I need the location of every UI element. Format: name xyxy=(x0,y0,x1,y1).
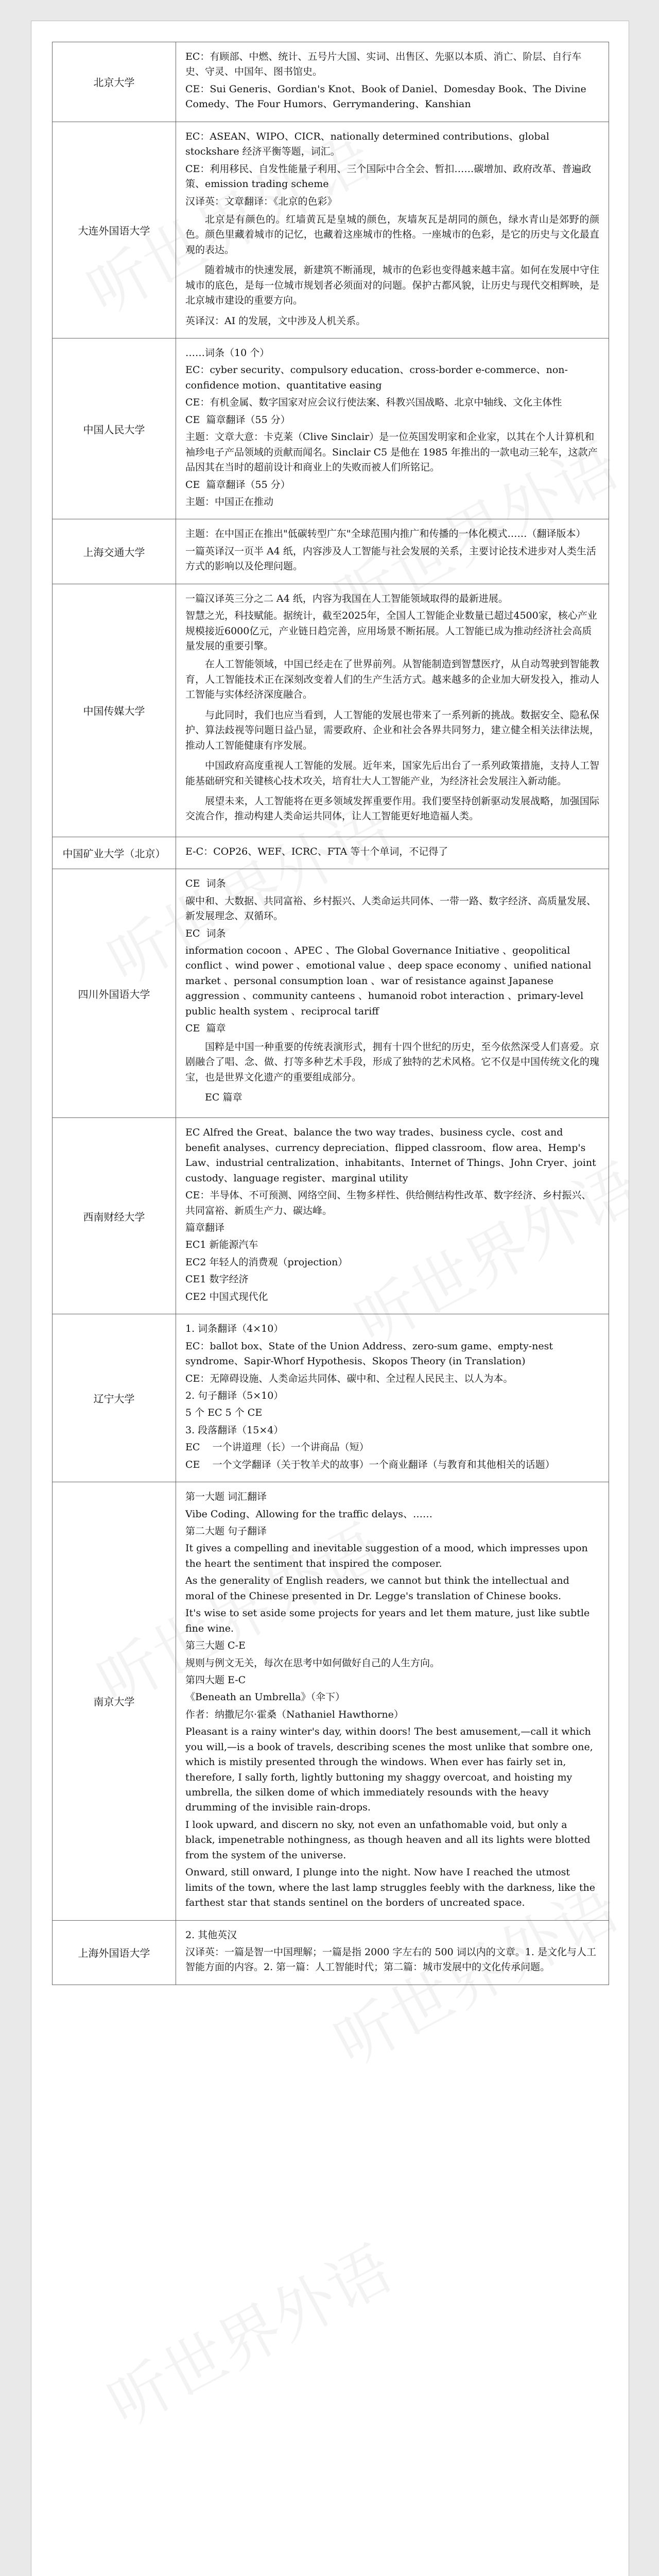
content-line: 2. 其他英汉 xyxy=(185,1929,237,1941)
exam-content xyxy=(176,1482,609,1920)
content-line: CE：Sui Generis、Gordian's Knot、Book of Daniel、Domesday Book、The Divine Comedy、The Four Humors、Gerrymandering、Kanshian xyxy=(185,83,589,110)
content-line: 智慧之光，科技赋能。据统计，截至2025年，全国人工智能企业数量已超过4500家，核心产业规模接近6000亿元，产业链日趋完善，应用场景不断拓展。人工智能已成为推动经济社会高质量发展的重要引擎。 xyxy=(185,610,597,652)
university-name: 四川外国语大学 xyxy=(53,869,176,1117)
content-line: 主题：在中国正在推出"低碳转型广东"全球范围内推广和传播的一体化模式……（翻译版本） xyxy=(185,528,586,540)
content-line: EC：ballot box、State of the Union Address、zero-sum game、empty-nest syndrome、Sapir-Whorf Hypothesis、Skopos Theory (in Translation) xyxy=(185,1340,557,1367)
content-line: 规则与例文无关，每次在思考中如何做好自己的人生方向。 xyxy=(185,1657,440,1669)
exam-content xyxy=(176,584,609,837)
content-line: I look upward, and discern no sky, not even an unfathomable void, but only a black, impenetrable nothingness, as though heaven and all its lights were blotted from the system of the universe. xyxy=(185,1819,594,1861)
exam-content xyxy=(176,122,609,338)
table-row xyxy=(53,1118,609,1314)
content-line: 5 个 EC 5 个 CE xyxy=(185,1407,263,1419)
content-line: 第二大题 句子翻译 xyxy=(185,1526,267,1537)
content-line: EC：有顾部、中燃、统计、五号片大国、实词、出售区、先驱以本质、消亡、阶层、自行车史、守灵、中国年、图书馆史。 xyxy=(185,51,582,78)
content-line: 篇章翻译 xyxy=(185,1222,225,1233)
content-paragraph: 与此同时，我们也应当看到，人工智能的发展也带来了一系列新的挑战。数据安全、隐私保护、算法歧视等问题日益凸显，需要政府、企业和社会各界共同努力，建立健全相关法律法规，推动人工智能健康有序发展。 xyxy=(185,709,599,751)
university-name: 中国传媒大学 xyxy=(53,584,176,837)
content-paragraph: EC 篇章 xyxy=(205,1091,242,1103)
university-name: 南京大学 xyxy=(53,1482,176,1920)
content-line: CE：有机金属、数字国家对应会议行使法案、科教兴国战略、北京中轴线、文化主体性 xyxy=(185,397,562,409)
university-name: 北京大学 xyxy=(53,42,176,122)
watermark-text xyxy=(91,2221,405,2444)
content-line: It gives a compelling and inevitable suggestion of a mood, which impresses upon the heart the sentiment that inspired the composer. xyxy=(185,1543,591,1569)
table-row xyxy=(53,1921,609,1985)
university-name: 西南财经大学 xyxy=(53,1118,176,1314)
exam-content xyxy=(176,519,609,583)
content-line: CE 篇章翻译（55 分） xyxy=(185,414,290,426)
content-line: 作者：纳撒尼尔·霍桑（Nathaniel Hawthorne） xyxy=(185,1708,404,1720)
content-line: CE 篇章 xyxy=(185,1023,226,1035)
content-line: Vibe Coding、Allowing for the traffic delays、…… xyxy=(185,1508,432,1520)
content-line: EC 一个讲道理（长）一个讲商品（短） xyxy=(185,1442,369,1453)
content-line: E-C：COP26、WEF、ICRC、FTA 等十个单词，不记得了 xyxy=(185,845,448,857)
content-line: CE1 数字经济 xyxy=(185,1274,249,1285)
table-row xyxy=(53,519,609,584)
content-line: EC 词条 xyxy=(185,927,226,939)
content-line: ……词条（10 个） xyxy=(185,347,270,359)
content-line: EC：ASEAN、WIPO、CICR、nationally determined contributions、global stockshare 经济平衡等题，词汇。 xyxy=(185,130,552,158)
content-line: CE：无障碍设施、人类命运共同体、碳中和、全过程人民民主、以人为本。 xyxy=(185,1372,513,1384)
university-name: 中国人民大学 xyxy=(53,338,176,519)
exam-content xyxy=(176,1921,609,1985)
exam-content xyxy=(176,338,609,519)
table-row xyxy=(53,42,609,122)
content-line: 碳中和、大数据、共同富裕、乡村振兴、人类命运共同体、一带一路、数字经济、高质量发展、新发展理念、双循环。 xyxy=(185,895,597,922)
content-line: CE：半导体、不可预测、网络空间、生物多样性、供给侧结构性改革、数字经济、乡村振兴、共同富裕、新质生产力、碳达峰。 xyxy=(185,1190,592,1216)
content-paragraph: 国粹是中国一种重要的传统表演形式，拥有十四个世纪的历史，至今依然深受人们喜爱。京剧融合了唱、念、做、打等多种艺术手段，形成了独特的艺术风格。它不仅是中国传统文化的瑰宝，也是世界文化遗产的重要组成部分。 xyxy=(185,1041,599,1083)
content-line: 汉译英：一篇是智一中国理解；一篇是指 2000 字左右的 500 词以内的文章。1. 是文化与人工智能方面的内容。2. 第一篇：人工智能时代；第二篇：城市发展中的文化传承问题。 xyxy=(185,1946,596,1973)
table-row xyxy=(53,1482,609,1920)
university-name: 大连外国语大学 xyxy=(53,122,176,338)
table-row xyxy=(53,122,609,338)
content-line: EC：cyber security、compulsory education、cross-border e-commerce、non-confidence motion、quantitative easing xyxy=(185,364,568,391)
content-line: 一篇英译汉一页半 A4 纸，内容涉及人工智能与社会发展的关系，主要讨论技术进步对人类生活方式的影响以及伦理问题。 xyxy=(185,545,596,572)
content-line: EC Alfred the Great、balance the two way trades、business cycle、cost and benefit analyses、currency depreciation、flipped classroom、flow area、Hemp's Law、industrial centralization、inhabitants、Internet of Things、John Cryer、joint custody、language register、marginal utility xyxy=(185,1127,599,1184)
content-line: Pleasant is a rainy winter's day, within doors! The best amusement,—call it which you will,—is a book of travels, describing scenes the most unlike that sombre one, which is mistily presented through the windows. When ever has fairly set in, therefore, I sally forth, lightly buttoning my shaggy overcoat, and hoisting my umbrella, the silken dome of which immediately resounds with the heavy drumming of the invisible rain-drops. xyxy=(185,1726,596,1814)
university-name: 中国矿业大学（北京） xyxy=(53,837,176,869)
content-line: EC2 年轻人的消费观（projection） xyxy=(185,1256,348,1268)
content-paragraph: 在人工智能领域，中国已经走在了世界前列。从智能制造到智慧医疗，从自动驾驶到智能教育，人工智能技术正在深刻改变着人们的生产生活方式。越来越多的企业加大研发投入，推动人工智能与实体经济深度融合。 xyxy=(185,658,599,701)
content-line: 一篇汉译英三分之二 A4 纸，内容为我国在人工智能领域取得的最新进展。 xyxy=(185,592,508,604)
content-line: As the generality of English readers, we cannot but think the intellectual and moral of the Chinese presented in Dr. Legge's translation of Chinese books. xyxy=(185,1575,573,1602)
content-line: CE 词条 xyxy=(185,878,226,890)
table-row xyxy=(53,869,609,1118)
content-paragraph: 展望未来，人工智能将在更多领域发挥重要作用。我们要坚持创新驱动发展战略，加强国际交流合作，推动构建人类命运共同体，让人工智能更好地造福人类。 xyxy=(185,795,599,822)
content-line: It's wise to set aside some projects for years and let them mature, just like subtle fine wine. xyxy=(185,1607,593,1634)
table-row xyxy=(53,837,609,869)
table-row xyxy=(53,338,609,519)
university-name: 上海外国语大学 xyxy=(53,1921,176,1985)
content-line: Onward, still onward, I plunge into the night. Now have I reached the utmost limits of the town, where the last lamp struggles feebly with the darkness, like the farthest star that stands sentinel on the borders of uncreated space. xyxy=(185,1867,599,1909)
content-line: 1. 词条翻译（4×10） xyxy=(185,1323,284,1335)
content-line: 2. 句子翻译（5×10） xyxy=(185,1389,284,1401)
content-line: information cocoon 、APEC 、The Global Governance Initiative 、geopolitical conflict 、wind power 、emotional value 、deep space economy 、unified national market 、personal consumption loan 、war of resistance against Japanese aggression 、community canteens 、humanoid robot interaction 、primary-level public health system 、reciprocal tariff xyxy=(185,945,595,1017)
exam-content xyxy=(176,1118,609,1314)
university-name: 辽宁大学 xyxy=(53,1314,176,1482)
content-line: 《Beneath an Umbrella》（伞下） xyxy=(185,1691,345,1703)
table-row xyxy=(53,1314,609,1482)
content-line: 主题：中国正在推动 xyxy=(185,496,274,507)
content-line: CE 一个文学翻译（关于牧羊犬的故事）一个商业翻译（与教育和其他相关的话题） xyxy=(185,1459,555,1470)
content-line: CE：利用移民、自发性能量子利用、三个国际中合全会、暂扣……碳增加、政府改革、普遍政策、emission trading scheme xyxy=(185,163,592,190)
content-line: 3. 段落翻译（15×4） xyxy=(185,1424,284,1436)
exam-content xyxy=(176,42,609,122)
content-line: 主题：文章大意：卡克莱（Clive Sinclair）是一位英国发明家和企业家，以其在个人计算机和袖珍电子产品领域的贡献而闻名。Sinclair C5 是他在 1985 年推出的一款电动三轮车，这款产品因其在当时的超前设计和商业上的失败而被人们所铭记。 xyxy=(185,431,598,473)
exam-content xyxy=(176,869,609,1117)
exam-table xyxy=(52,42,609,1985)
content-line: 第三大题 C-E xyxy=(185,1640,246,1652)
content-line: EC1 新能源汽车 xyxy=(185,1239,258,1251)
university-name: 上海交通大学 xyxy=(53,519,176,583)
content-paragraph: 随着城市的快速发展，新建筑不断涌现，城市的色彩也变得越来越丰富。如何在发展中守住城市的底色，是每一位城市规划者必须面对的问题。保护古都风貌，让历史与现代交相辉映，是北京城市建设的重要方向。 xyxy=(185,264,599,307)
content-line: 汉译英：文章翻译：《北京的色彩》 xyxy=(185,195,337,207)
content-line: CE2 中国式现代化 xyxy=(185,1291,268,1302)
table-row xyxy=(53,584,609,837)
document-page xyxy=(31,21,629,2576)
content-paragraph: 北京是有颜色的。红墙黄瓦是皇城的颜色，灰墙灰瓦是胡同的颜色，绿水青山是郊野的颜色。颜色里藏着城市的记忆，也藏着这座城市的性格。一座城市的色彩，是它的历史与文化最直观的表达。 xyxy=(185,213,599,256)
content-paragraph: 中国政府高度重视人工智能的发展。近年来，国家先后出台了一系列政策措施，支持人工智能基础研究和关键核心技术攻关，培育壮大人工智能产业，为经济社会发展注入新动能。 xyxy=(185,760,599,787)
content-line: 第一大题 词汇翻译 xyxy=(185,1491,267,1503)
exam-content xyxy=(176,1314,609,1482)
content-line: 英译汉：AI 的发展，文中涉及人机关系。 xyxy=(185,315,366,327)
content-line: CE 篇章翻译（55 分） xyxy=(185,479,290,490)
exam-content xyxy=(176,837,609,869)
content-line: 第四大题 E-C xyxy=(185,1674,246,1686)
